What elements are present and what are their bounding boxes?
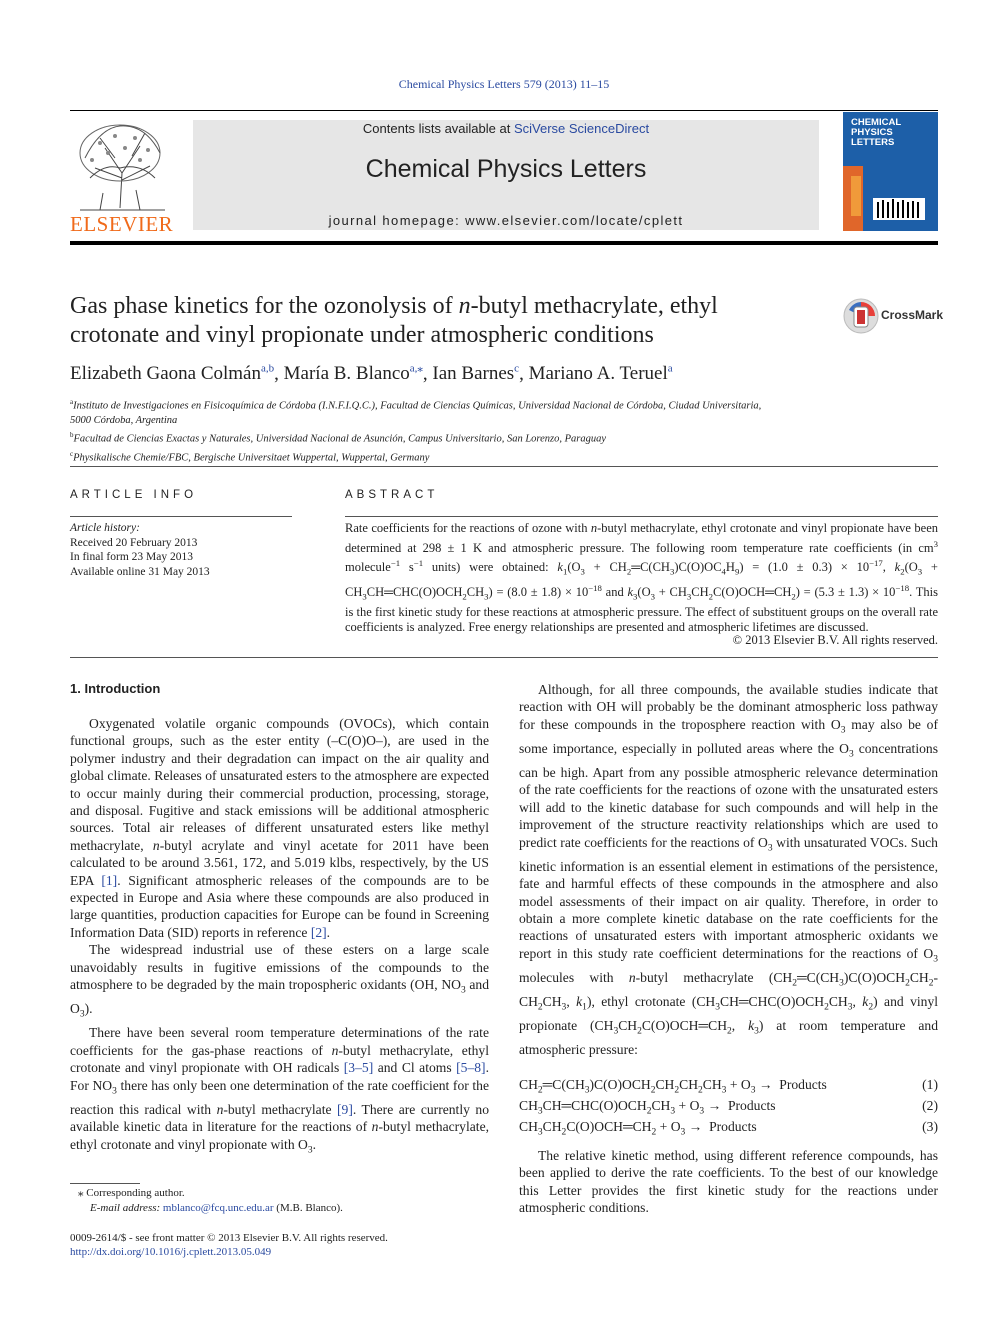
abstract-heading: ABSTRACT	[345, 489, 439, 501]
equation-3: $CH_3CH_2C(O)OCH═CH_2 + O_3$ → Products (3)	[519, 1119, 938, 1138]
intro-paragraph-3: There have been several room temperature determinations of the rate coefficients for the gas-phase reactions of n-butyl methacrylate, ethyl crotonate and vinyl propionate with OH radicals [3–5] and Cl atoms [5–8]. For $NO_3$ there has only been one determination of the rate coefficient for the reaction this radical with n-butyl methacrylate [9]. There are currently no available kinetic data in literature for the reactions of n-butyl methacrylate, ethyl crotonate and vinyl propionate with $O_3$.	[70, 1025, 489, 1156]
author-4[interactable]: Mariano A. Teruel$^a$	[528, 363, 673, 385]
affiliation-b: $^b$Facultad de Ciencias Exactas y Naturales, Universidad Nacional de Asunción, Campus Universitario, San Lorenzo, Paraguay	[70, 431, 607, 445]
abstract-text: Rate coefficients for the reactions of ozone with n-butyl methacrylate, ethyl crotonate and vinyl propionate have been determined at 298 ± 1 K and atmospheric pressure. The following room temperature rate coefficients (in $cm^3$ molecule$^{-1}$ $s^{-1}$ units) were obtained: $k_1(O_3$ + $CH_2═C(CH_3)C(O)OC_4H_9) = (1.0 \pm 0.3) \times 10^{-17}$, $k_2(O_3$ + $CH_3CH═CHC(O)OCH_2CH_3) = (8.0 \pm 1.8) \times 10^{-18}$ and $k_3(O_3$ + $CH_3CH_2C(O)OCH═CH_2) = (5.3 \pm 1.3) \times 10^{-18}$. This is the first kinetic study for these reactions at atmospheric pressure. The effect of substituent groups on the overall rate coefficients is analyzed. Free energy relationships are presented and atmospheric lifetimes are discussed.	[345, 521, 938, 635]
article-info-rule	[70, 516, 292, 517]
affiliation-c: $^c$Physikalische Chemie/FBC, Bergische Universitaet Wuppertal, Wuppertal, Germany	[70, 449, 430, 464]
ref-3-5[interactable]: [3–5]	[343, 1060, 374, 1076]
ref-9[interactable]: [9]	[337, 1101, 353, 1117]
article-info-heading: ARTICLE INFO	[70, 489, 198, 501]
history-label: Article history:	[70, 522, 140, 534]
crossmark-label[interactable]: CrossMark	[881, 308, 944, 322]
journal-title: Chemical Physics Letters	[365, 155, 647, 183]
author-1[interactable]: Elizabeth Gaona Colmán$^{a,b}$	[70, 363, 275, 385]
right-column	[519, 681, 938, 1059]
contents-prefix: Contents lists available at	[362, 121, 514, 136]
right-column-end	[519, 1147, 938, 1217]
journal-cover	[843, 112, 938, 231]
doi-link[interactable]: http://dx.doi.org/10.1016/j.cplett.2013.05.049	[70, 1246, 272, 1258]
title-line-2: crotonate and vinyl propionate under atmospheric conditions	[70, 322, 654, 348]
abstract-rule	[345, 516, 938, 517]
copyright-notice: © 2013 Elsevier B.V. All rights reserved.	[732, 633, 938, 647]
footnote-rule	[70, 1183, 140, 1184]
ref-1[interactable]: [1]	[101, 872, 118, 888]
top-divider	[70, 110, 938, 111]
author-2[interactable]: María B. Blanco$^{a,⁎}$	[283, 363, 423, 385]
article-history	[70, 521, 300, 579]
online-date: Available online 31 May 2013	[70, 565, 210, 578]
abstract-divider	[70, 657, 938, 658]
intro-paragraph-4: Although, for all three compounds, the available studies indicate that reaction with OH will probably be the dominant atmospheric loss pathway for these compounds in the troposphere reaction with $O_3$ may also be of some importance, especially in polluted areas where the $O_3$ concentrations can be high. Apart from any possible atmospheric relevance determination of the rate coefficients for the reactions of ozone with the unsaturated esters will add to the kinetic database for such compounds and will help in the improvement of the structure reactivity relationships which are used to predict rate coefficients for the reactions of $O_3$ with unsaturated VOCs. Such kinetic information is an essential element in estimations of the persistence, fate and harmful effects of these compounds in the atmosphere and also model assessments of their impact on air quality. Therefore, in order to obtain a more complete kinetic database on the rate coefficients for the reactions of unsaturated esters with important atmospheric oxidants we report in this study rate coefficient determinations for the reactions of $O_3$ molecules with n-butyl methacrylate ($CH_2═C(CH_3)C(O)OCH_2CH_2-CH_2CH_3$, $k_1$), ethyl crotonate ($CH_3CH═CHC(O)OCH_2CH_3$, $k_2$) and vinyl propionate ($CH_3CH_2C(O)OCH═CH_2$, $k_3$) at room temperature and atmospheric pressure:	[519, 682, 939, 1058]
masthead-rule	[70, 241, 938, 245]
author-3[interactable]: Ian Barnes$^c$	[432, 363, 520, 385]
intro-paragraph-5: The relative kinetic method, using different reference compounds, has been applied to derive the rate coefficients. To the best of our knowledge this Letter provides the first kinetic study for the reactions under atmospheric conditions.	[519, 1148, 938, 1216]
email-note: E-mail address: mblanco@fcq.unc.edu.ar (M.B. Blanco).	[90, 1202, 343, 1214]
cover-graphic	[843, 156, 938, 231]
left-column	[70, 715, 489, 1160]
corresponding-note: ⁎ Corresponding author.	[78, 1187, 185, 1199]
equation-2: $CH_3CH═CHC(O)OCH_2CH_3 + O_3$ → Products (2)	[519, 1098, 938, 1117]
bottom-info	[70, 1231, 489, 1259]
equation-1: $CH_2═C(CH_3)C(O)OCH_2CH_2CH_2CH_3 + O_3$ → Products (1)	[519, 1077, 938, 1096]
author-list: Elizabeth Gaona Colmán$^{a,b}$, María B. Blanco$^{a,⁎}$, Ian Barnes$^c$, Mariano A. Teruel$^a$	[70, 363, 673, 385]
equation-number: (1)	[922, 1077, 938, 1092]
contents-line	[193, 121, 819, 136]
intro-paragraph-1: Oxygenated volatile organic compounds (OVOCs), which contain functional groups, such as the ester entity (–C(O)O–), are used in the polymer industry and their degradation can impact on the air quality and global climate. Releases of unsaturated esters to the atmosphere are expected to occur mainly during their commercial production, processing, storage, and disposal. Fugitive and stack emissions will be additional atmospheric sources. Total air releases of different unsaturated esters like methyl methacrylate, n-butyl acrylate and vinyl acetate for 2011 have been calculated to be around 3.561, 172, and 5.019 klbs, respectively, by the US EPA [1]. Significant atmospheric releases of the compounds are to be expected in Europe and Asia where these compounds are also produced in large quantities, production capacities for Europe can be found in Screening Information Data (SID) reports in reference [2].	[70, 716, 489, 940]
equation-number: (3)	[922, 1119, 938, 1134]
elsevier-wordmark: ELSEVIER	[70, 212, 174, 236]
revised-date: In final form 23 May 2013	[70, 551, 193, 563]
sciencedirect-link[interactable]: SciVerse ScienceDirect	[513, 121, 650, 136]
intro-paragraph-2: The widespread industrial use of these esters on a large scale unavoidably results in fugitive emissions of the compounds to the atmosphere to be degraded by the main tropospheric oxidants (OH, $NO_3$ and $O_3$).	[70, 942, 489, 1020]
footnote	[70, 1186, 489, 1216]
cover-title: CHEMICAL PHYSICS LETTERS	[851, 117, 902, 148]
equation-number: (2)	[922, 1098, 938, 1113]
issn-line: 0009-2614/$ - see front matter © 2013 Elsevier B.V. All rights reserved.	[70, 1232, 388, 1244]
affiliations	[70, 395, 860, 466]
affiliation-a: $^a$Instituto de Investigaciones en Fisicoquímica de Córdoba (I.N.F.I.Q.C.), Facultad de Ciencias Químicas, Universidad Nacional de Córdoba, Ciudad Universitaria,	[70, 398, 762, 412]
received-date: Received 20 February 2013	[70, 536, 198, 549]
email-link[interactable]: mblanco@fcq.unc.edu.ar	[162, 1202, 274, 1214]
title-line-1: Gas phase kinetics for the ozonolysis of n-butyl methacrylate, ethyl	[70, 293, 718, 319]
crossmark-icon[interactable]	[843, 298, 879, 334]
ref-5-8[interactable]: [5–8]	[456, 1060, 486, 1076]
affil-divider	[70, 466, 938, 467]
article-title	[70, 292, 830, 350]
intro-heading: 1. Introduction	[70, 681, 161, 696]
affiliation-a-cont: 5000 Córdoba, Argentina	[70, 414, 178, 426]
journal-citation[interactable]: Chemical Physics Letters 579 (2013) 11–15	[398, 77, 610, 91]
ref-2[interactable]: [2]	[310, 924, 327, 940]
journal-homepage[interactable]: journal homepage: www.elsevier.com/locate/cplett	[328, 213, 684, 228]
